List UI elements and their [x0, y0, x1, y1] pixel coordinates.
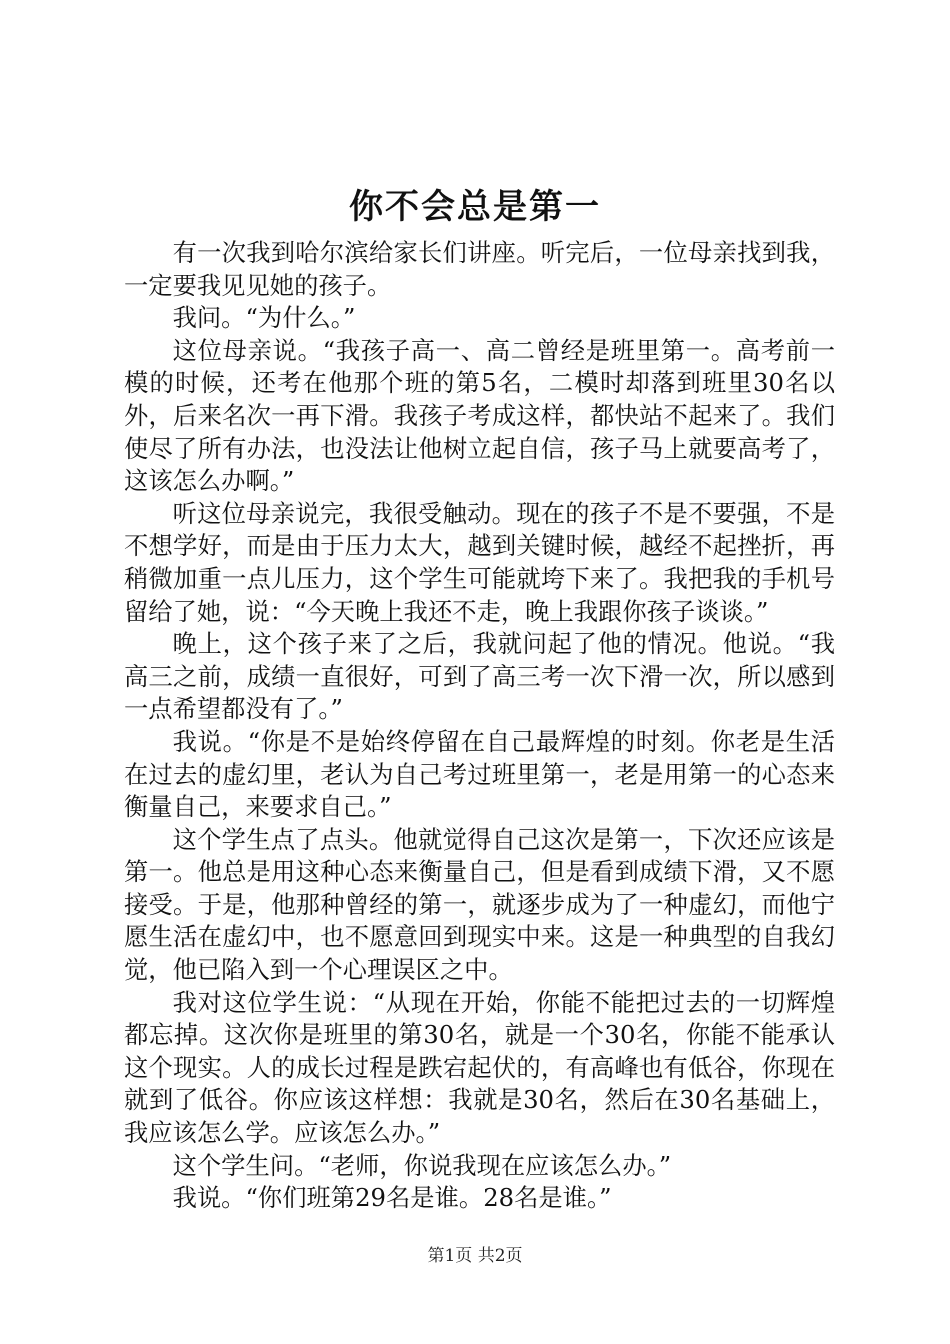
page-number-footer: 第1页 共2页 — [427, 1246, 523, 1266]
paragraph: 晚上，这个孩子来了之后，我就问起了他的情况。他说。“我高三之前，成绩一直很好，可到了高三考一次下滑一次，所以感到一点希望都没有了。” — [124, 629, 835, 724]
document-title: 你不会总是第一 — [349, 187, 601, 227]
paragraph: 这位母亲说。“我孩子高一、高二曾经是班里第一。高考前一模的时候，还考在他那个班的第5名，二模时却落到班里30名以外，后来名次一再下滑。我孩子考成这样，都快站不起来了。我们使尽了所有办法，也没法让他树立起自信，孩子马上就要高考了，这该怎么办啊。” — [124, 335, 835, 496]
paragraph: 我说。“你是不是始终停留在自己最辉煌的时刻。你老是生活在过去的虚幻里，老认为自己考过班里第一，老是用第一的心态来衡量自己，来要求自己。” — [124, 726, 835, 822]
paragraph: 我对这位学生说：“从现在开始，你能不能把过去的一切辉煌都忘掉。这次你是班里的第30名，就是一个30名，你能不能承认这个现实。人的成长过程是跌宕起伏的，有高峰也有低谷，你现在就到了低谷。你应该这样想：我就是30名，然后在30名基础上，我应该怎么学。应该怎么办。” — [124, 987, 835, 1148]
paragraph: 这个学生点了点头。他就觉得自己这次是第一，下次还应该是第一。他总是用这种心态来衡量自己，但是看到成绩下滑，又不愿接受。于是，他那种曾经的第一，就逐步成为了一种虚幻，而他宁愿生活在虚幻中，也不愿意回到现实中来。这是一种典型的自我幻觉，他已陷入到一个心理误区之中。 — [124, 824, 835, 985]
document-body — [124, 237, 835, 1215]
paragraph: 有一次我到哈尔滨给家长们讲座。听完后，一位母亲找到我，一定要我见见她的孩子。 — [124, 238, 835, 300]
paragraph: 听这位母亲说完，我很受触动。现在的孩子不是不要强，不是不想学好，而是由于压力太大，越到关键时候，越经不起挫折，再稍微加重一点儿压力，这个学生可能就垮下来了。我把我的手机号留给了她，说：“今天晚上我还不走，晚上我跟你孩子谈谈。” — [124, 498, 835, 626]
paragraph: 我问。“为什么。” — [172, 303, 356, 333]
paragraph: 这个学生问。“老师，你说我现在应该怎么办。” — [172, 1150, 672, 1180]
paragraph: 我说。“你们班第29名是谁。28名是谁。” — [172, 1183, 612, 1213]
